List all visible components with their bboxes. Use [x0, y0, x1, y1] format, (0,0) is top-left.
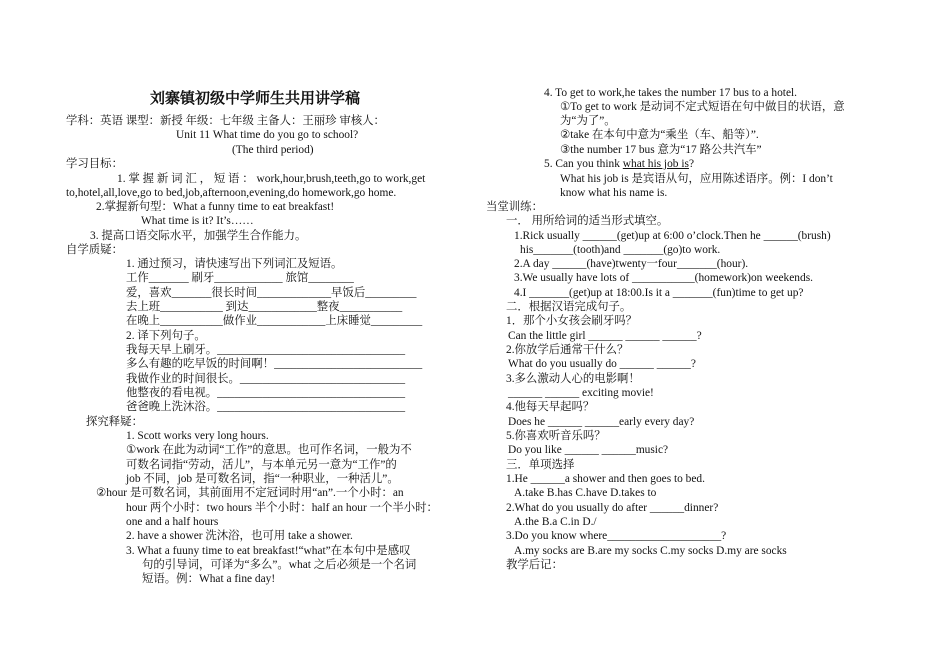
- part2-q2-cn: 2.你放学后通常干什么？: [506, 344, 629, 356]
- after-class-notes-heading: 教学后记：: [506, 559, 563, 571]
- part2-q4-en: Does he ______ ______early every day?: [508, 416, 695, 428]
- explore-heading: 探究释疑：: [86, 416, 143, 428]
- selfstudy-1: 1. 通过预习，请快速写出下列词汇及短语。: [126, 258, 343, 270]
- explore-5-note2: know what his name is.: [560, 187, 668, 199]
- part3-q1: 1.He ______a shower and then goes to bed.: [506, 473, 705, 485]
- part2-q3-en: ______ ______ exciting movie!: [508, 387, 654, 399]
- explore-5-pre: 5. Can you think: [544, 158, 623, 170]
- part1-heading: 一． 用所给词的适当形式填空。: [506, 215, 669, 227]
- period-label: (The third period): [232, 144, 314, 156]
- explore-4: 4. To get to work,he takes the number 17 bus to a hotel.: [544, 87, 798, 99]
- part1-q4: 4.I _______(get)up at 18:00.Is it a _______(fun)time to get up?: [514, 287, 804, 299]
- translate-5: 爸爸晚上洗沐浴。_________________________________: [126, 401, 406, 413]
- part3-heading: 三．单项选择: [506, 459, 575, 471]
- explore-1a-line2: 可数名词指“劳动，活儿”，与本单元另一意为“工作”的: [126, 459, 397, 471]
- part3-q3: 3.Do you know where____________________?: [506, 530, 727, 542]
- part2-q4-cn: 4.他每天早起吗？: [506, 401, 595, 413]
- explore-3-line1: 3. What a fuuny time to eat breakfast!“what”在本句中是感叹: [126, 545, 411, 557]
- explore-3-line2: 句的引导词，可译为“多么”。what 之后必须是一个名词: [142, 559, 417, 571]
- translate-4: 他整夜的看电视。_________________________________: [126, 387, 406, 399]
- explore-1b-line3: one and a half hours: [126, 516, 219, 528]
- part1-q1: 1.Rick usually ______(get)up at 6:00 o’clock.Then he ______(brush): [514, 230, 831, 242]
- part2-q3-cn: 3.多么激动人心的电影啊！: [506, 373, 640, 385]
- goal-2a: 2.掌握新句型：What a funny time to eat breakfast!: [96, 201, 335, 213]
- part3-q3-options: A.my socks are B.are my socks C.my socks D.my are socks: [514, 545, 787, 557]
- explore-4-note1: ①To get to work 是动词不定式短语在句中做目的状语，意: [560, 101, 845, 113]
- unit-title: Unit 11 What time do you go to school?: [176, 129, 359, 141]
- translate-3: 我做作业的时间很长。_____________________________: [126, 373, 406, 385]
- part1-q2: 2.A day ______(have)twenty一four_______(hour).: [514, 258, 749, 270]
- doc-title: 刘寨镇初级中学师生共用讲学稿: [150, 91, 361, 107]
- vocab-row-4: 在晚上___________做作业____________上床睡觉_________: [126, 315, 423, 327]
- explore-1a-line1: ①work 在此为动词“工作”的意思。也可作名词，一般为不: [126, 444, 412, 456]
- vocab-row-2: 爱，喜欢_______很长时间_____________早饭后_________: [126, 287, 417, 299]
- part3-q1-options: A.take B.has C.have D.takes to: [514, 487, 657, 499]
- explore-3-line3: 短语。例：What a fine day!: [142, 573, 276, 585]
- explore-4-note3: ③the number 17 bus 意为“17 路公共汽车”: [560, 144, 762, 156]
- part3-q2-options: A.the B.a C.in D./: [514, 516, 597, 528]
- translate-1: 我每天早上刷牙。_________________________________: [126, 344, 406, 356]
- goal-1a: 1. 掌 握 新 词 汇 ， 短 语 ： work,hour,brush,teeth,go to work,get: [117, 173, 426, 185]
- explore-5: [544, 157, 694, 171]
- part3-q2: 2.What do you usually do after ______dinner?: [506, 502, 719, 514]
- explore-1a-line3: job 不同，job 是可数名词，指“一种职业，一种活儿”。: [126, 473, 399, 485]
- goals-heading: 学习目标：: [66, 158, 123, 170]
- vocab-row-3: 去上班___________ 到达____________整夜___________: [126, 301, 403, 313]
- explore-5-post: ?: [688, 158, 694, 170]
- meta-line: 学科：英语 课型：新授 年级：七年级 主备人：王丽珍 审核人：: [66, 115, 385, 127]
- part2-heading: 二．根据汉语完成句子。: [506, 301, 632, 313]
- part2-q2-en: What do you usually do ______ ______?: [508, 358, 696, 370]
- drill-heading: 当堂训练：: [486, 201, 543, 213]
- explore-5-underlined: what his job is: [622, 158, 689, 170]
- explore-2: 2. have a shower 洗沐浴，也可用 take a shower.: [126, 530, 353, 542]
- explore-4-note2: ②take 在本句中意为“乘坐（车、船等）”.: [560, 129, 759, 141]
- explore-5-note1: What his job is 是宾语从句，应用陈述语序。例：I don’t: [560, 173, 833, 185]
- explore-1b-line1: ②hour 是可数名词，其前面用不定冠词时用“an”.一个小时：an: [96, 487, 404, 499]
- part1-q3: 3.We usually have lots of ___________(homework)on weekends.: [514, 272, 813, 284]
- explore-1b-line2: hour 两个小时：two hours 半个小时：half an hour 一个半小时：: [126, 502, 438, 514]
- part2-q5-en: Do you like ______ ______music?: [508, 444, 669, 456]
- part1-q1b: his_______(tooth)and _______(go)to work.: [520, 244, 721, 256]
- vocab-row-1: 工作_______ 刷牙____________ 旅馆________: [126, 272, 354, 284]
- goal-3: 3. 提高口语交际水平，加强学生合作能力。: [90, 230, 307, 242]
- goal-1b: to,hotel,all,love,go to bed,job,afternoon,evening,do homework,go home.: [66, 187, 397, 199]
- translate-2: 多么有趣的吃早饭的时间啊！__________________________: [126, 358, 423, 370]
- explore-4-note1b: 为“为了”。: [560, 115, 616, 127]
- part2-q1-cn: 1．那个小女孩会刷牙吗？: [506, 315, 637, 327]
- goal-2b: What time is it? It’s……: [141, 215, 254, 227]
- part2-q5-cn: 5.你喜欢听音乐吗？: [506, 430, 606, 442]
- explore-1: 1. Scott works very long hours.: [126, 430, 269, 442]
- selfstudy-2: 2. 译下列句子。: [126, 330, 206, 342]
- selfstudy-heading: 自学质疑：: [66, 244, 123, 256]
- part2-q1-en: Can the little girl ______ ______ ______?: [508, 330, 702, 342]
